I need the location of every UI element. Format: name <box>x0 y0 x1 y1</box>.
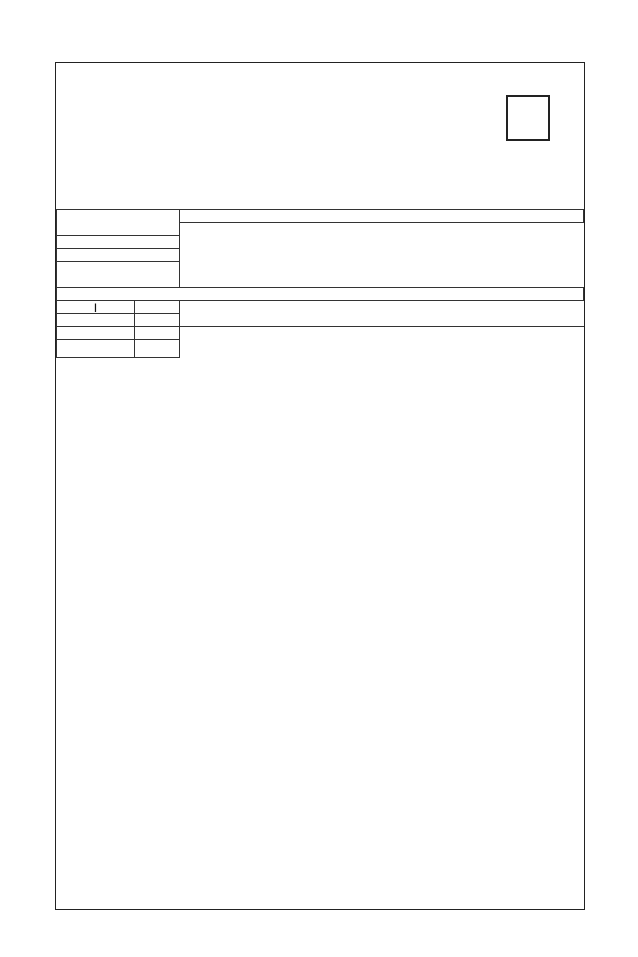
mn-unit <box>134 301 179 314</box>
properties-label <box>57 288 584 301</box>
strength-table <box>56 209 584 358</box>
shape-label <box>57 210 180 236</box>
tdesign-label <box>57 236 180 249</box>
pe-label <box>57 314 135 327</box>
mn-label: | <box>57 301 135 314</box>
asd-footer <box>57 327 135 340</box>
table-box <box>55 62 585 910</box>
shape-name <box>179 210 583 223</box>
pe-unit <box>134 314 179 327</box>
omega-value <box>57 340 135 358</box>
lrfd-footer <box>134 327 179 340</box>
design-label <box>57 262 180 288</box>
phi-value <box>134 340 179 358</box>
section-number-box <box>506 95 550 141</box>
wt-label <box>57 249 180 262</box>
